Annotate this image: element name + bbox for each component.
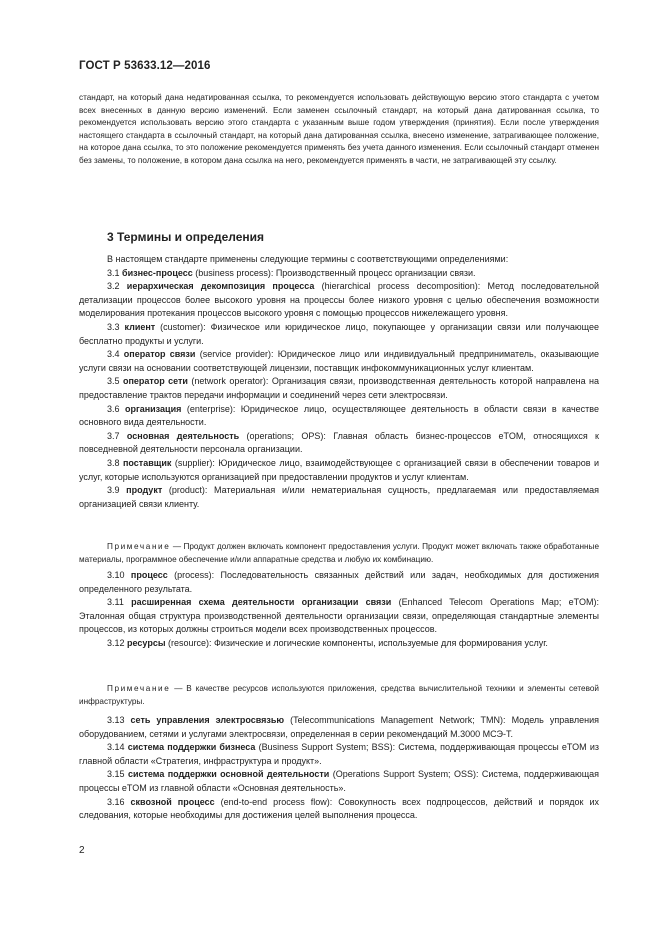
term-definition: (resource): Физические и логические компоненты, используемые для формирования услуг. [165,637,548,648]
term-definition: (operations; OPS): Главная область бизнес-процессов eTOM, относящихся к повседневной деятельности персонала организации. [79,430,599,455]
term-entry [79,280,599,321]
term-entry [79,741,599,768]
term-name: процесс [130,570,168,580]
term-name: система поддержки бизнеса [127,742,256,753]
term-entry [79,457,599,484]
term-number: 3.3 [107,321,120,332]
term-definition: (supplier): Юридическое лицо, взаимодействующее с организацией связи в обеспечении товаров и услуг, которые используются организацией при предоставлении продуктов и услуг клиентам. [79,457,599,482]
terms-block-2 [79,569,599,651]
term-name: ресурсы [127,637,166,648]
terms-list-3 [79,714,599,823]
term-number: 3.11 [107,597,124,608]
standard-header: ГОСТ Р 53633.12—2016 [79,60,211,72]
term-entry [79,484,599,511]
term-entry [79,768,599,795]
term-number: 3.5 [107,376,120,387]
terms-block [79,253,599,511]
term-number: 3.4 [107,349,120,360]
term-definition: (process): Последовательность связанных действий или задач, необходимых для достижения определенного результата. [79,570,599,594]
term-entry [79,267,599,281]
term-definition: (network operator): Организация связи, производственная деятельность которой направлена на предоставление трактов передачи информации и соединений через сети электросвязи. [79,376,599,400]
note-text: — В качестве ресурсов используются приложения, средства вычислительной техники и элементы сетевой инфраструктуры. [79,684,599,706]
term-number: 3.10 [107,570,125,580]
term-entry [79,714,599,741]
term-name: сеть управления электросвязью [130,715,285,725]
term-name: оператор сети [122,376,188,387]
term-number: 3.13 [107,715,125,725]
note-text: — Продукт должен включать компонент предоставления услуги. Продукт может включать также обработанные материалы, программное обеспечение и/или аппаратные средства и любую их комбинацию. [79,542,599,564]
term-name: система поддержки основной деятельности [127,769,330,780]
term-number: 3.7 [107,430,120,441]
term-number: 3.9 [107,485,120,496]
term-definition: (Operations Support System; OSS): Система, поддерживающая процессы eTOM из главной области «Основная деятельность». [79,769,599,793]
term-entry [79,796,599,823]
terms-list-1 [79,267,599,512]
term-number: 3.2 [107,281,120,292]
note-label: Примечание [107,684,171,693]
term-definition: (Telecommunications Management Network; TMN): Модель управления оборудованием, сетями и услугами электросвязи, определенная в серии рекомендаций М.3000 МСЭ-Т. [79,715,599,739]
term-entry [79,596,599,637]
intro-paragraph [79,92,599,168]
term-number: 3.16 [107,796,125,807]
term-definition: (Enhanced Telecom Operations Map; eTOM): Эталонная общая структура производственной деятельности организации связи, определяющая стандартные элементы процессов, из которых должны строиться модели всех производственных процессов. [79,597,599,635]
term-definition: (enterprise): Юридическое лицо, осуществляющее деятельность в области связи в качестве основного вида деятельности. [79,403,599,428]
term-name: организация [124,403,182,414]
term-entry [79,321,599,348]
lead-text: В настоящем стандарте применены следующие термины с соответствующими определениями: [107,254,509,264]
term-name: поставщик [122,457,172,468]
intro-text: стандарт, на который дана недатированная ссылка, то рекомендуется использовать действующую версию этого стандарта с учетом всех внесенных в данную версию изменений. Если заменен ссылочный стандарт, на который дана датированная ссылка, то рекомендуется использовать версию этого стандарта с указанным выше годом утверждения (принятия). Если после утверждения настоящего стандарта в ссылочный стандарт, на который дана датированная ссылка, внесено изменение, затрагивающее положение, на которое дана ссылка, то это положение рекомендуется применять без учета данного изменения. Если ссылочный стандарт отменен без замены, то положение, в котором дана ссылка на него, рекомендуется применять в части, не затрагивающей эту ссылку. [79,93,599,165]
term-name: бизнес-процесс [122,267,193,278]
term-number: 3.1 [107,267,120,278]
term-name: клиент [124,321,156,332]
term-name: сквозной процесс [130,796,215,807]
term-definition: (Business Support System; BSS): Система, поддерживающая процессы eTOM из главной области «Стратегия, инфраструктура и продукт». [79,742,599,766]
term-number: 3.8 [107,457,120,468]
term-definition: (customer): Физическое или юридическое лицо, покупающее у организации связи или получающее бесплатно продукты и услуги. [79,321,599,346]
term-definition: (product): Материальная и/или нематериальная сущность, предлагаемая или предоставляемая организацией связи клиенту. [79,485,599,509]
term-entry [79,569,599,596]
note-1 [79,541,599,566]
term-definition: (hierarchical process decomposition): Метод последовательной детализации процессов более высокого уровня на процессы более низкого уровня с целью обеспечения возможности моделирования протекания процессов высокого уровня с помощью процессов нижележащего уровня. [79,281,599,319]
term-name: иерархическая декомпозиция процесса [126,281,315,292]
note-label: Примечание [107,542,171,551]
term-entry [79,430,599,457]
term-definition: (business process): Производственный процесс организации связи. [192,267,476,278]
term-number: 3.14 [107,742,125,753]
term-number: 3.6 [107,403,120,414]
term-entry [79,403,599,430]
terms-list-2 [79,569,599,651]
term-name: расширенная схема деятельности организации связи [131,597,392,608]
term-definition: (service provider): Юридическое лицо или индивидуальный предприниматель, оказывающие услуги связи на основании соответствующей лицензии, поставщик инфокоммуникационных услуг клиентам. [79,349,599,373]
term-number: 3.12 [107,637,125,648]
term-entry [79,637,599,651]
term-name: основная деятельность [126,430,240,441]
term-definition: (end-to-end process flow): Совокупность всех подпроцессов, действий и порядок их следования, которые необходимы для достижения целей выполнения процесса. [79,796,599,821]
term-entry [79,348,599,375]
terms-block-3 [79,714,599,823]
section-title: 3 Термины и определения [107,230,265,244]
term-name: продукт [126,485,163,496]
term-entry [79,375,599,402]
term-name: оператор связи [123,349,196,360]
term-number: 3.15 [107,769,125,780]
page-number: 2 [79,845,85,856]
note-2 [79,683,599,708]
